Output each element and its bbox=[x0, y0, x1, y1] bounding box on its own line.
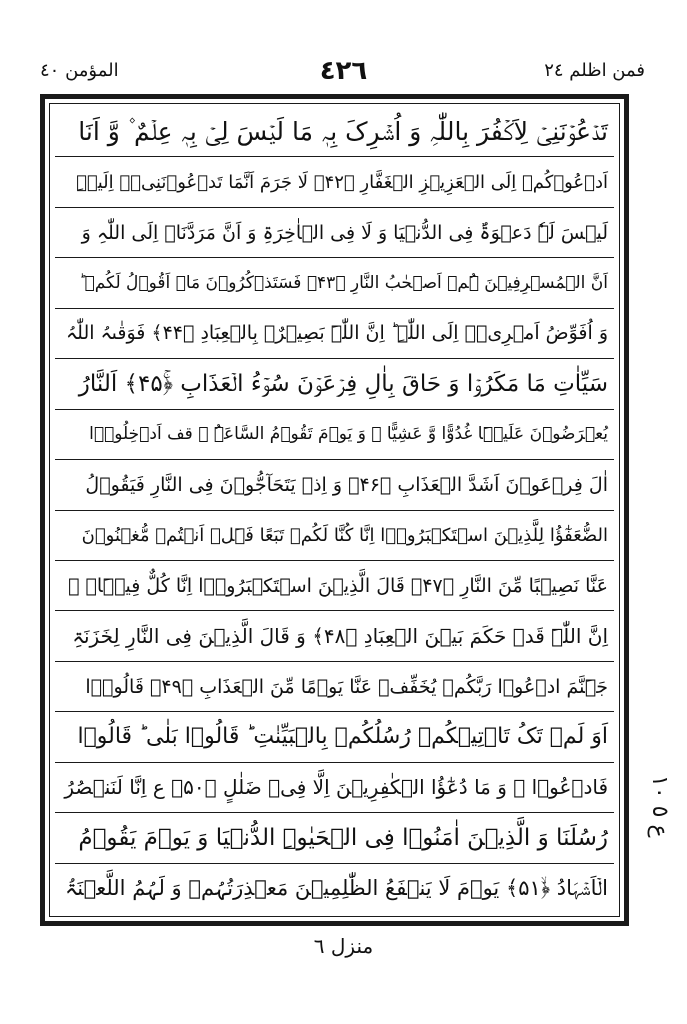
para-name: فمن اظلم ٢٤ bbox=[544, 60, 645, 81]
verse-line: یُعۡرَضُوۡنَ عَلَیۡہَا غُدُوًّا وَّ عَشِیًّا ۚ وَ یَوۡمَ تَقُوۡمُ السَّاعَۃُ ۟ قف اَدۡخِلُوۡۤا bbox=[55, 410, 614, 460]
verse-line: فَادۡعُوۡا ۚ وَ مَا دُعٰٓؤُا الۡکٰفِرِیۡنَ اِلَّا فِیۡ ضَلٰلٍ ﴿۵۰﴾ ع اِنَّا لَنَنۡصُرُ bbox=[55, 763, 614, 813]
verse-line: اٰلَ فِرۡعَوۡنَ اَشَدَّ الۡعَذَابِ ﴿۴۶﴾ وَ اِذۡ یَتَحَآجُّوۡنَ فِی النَّارِ فَیَقُوۡلُ bbox=[55, 460, 614, 510]
verse-line: جَہَنَّمَ ادۡعُوۡا رَبَّکُمۡ یُخَفِّفۡ عَنَّا یَوۡمًا مِّنَ الۡعَذَابِ ﴿۴۹﴾ قَالُوۡۤا bbox=[55, 662, 614, 712]
verse-lines bbox=[55, 107, 614, 913]
page-header bbox=[0, 0, 687, 96]
verse-line: اَوَ لَمۡ تَکُ تَاۡتِیۡکُمۡ رُسُلُکُمۡ بِالۡبَیِّنٰتِ ؕ قَالُوۡا بَلٰی ؕ قَالُوۡا bbox=[55, 712, 614, 762]
surah-name: المؤمن ٤٠ bbox=[40, 60, 119, 81]
verse-line: اِنَّ اللّٰہَ قَدۡ حَکَمَ بَیۡنَ الۡعِبَادِ ﴿۴۸﴾ وَ قَالَ الَّذِیۡنَ فِی النَّارِ لِخَزَنَۃِ bbox=[55, 611, 614, 661]
verse-line: وَ اُفَوِّضُ اَمۡرِیۡۤ اِلَی اللّٰہِ ؕ اِنَّ اللّٰہَ بَصِیۡرٌۢ بِالۡعِبَادِ ﴿۴۴﴾ فَوَقٰىہُ اللّٰہُ bbox=[55, 309, 614, 359]
verse-line: رُسُلَنَا وَ الَّذِیۡنَ اٰمَنُوۡا فِی الۡحَیٰوۃِ الدُّنۡیَا وَ یَوۡمَ یَقُوۡمُ bbox=[55, 813, 614, 863]
page-number: ٤٢٦ bbox=[319, 56, 368, 86]
verse-line: اَدۡعُوۡکُمۡ اِلَی الۡعَزِیۡزِ الۡغَفَّارِ ﴿۴۲﴾ لَا جَرَمَ اَنَّمَا تَدۡعُوۡنَنِیۡۤ اِلَیۡہِ bbox=[55, 157, 614, 207]
manzil-footer: منزل ٦ bbox=[313, 934, 374, 958]
ruku-marginal-note: ع ٥ ١٠ bbox=[647, 775, 672, 838]
verse-line: الۡاَشۡہَادُ ﴿ۙ۵۱﴾ یَوۡمَ لَا یَنۡفَعُ الظّٰلِمِیۡنَ مَعۡذِرَتُہُمۡ وَ لَہُمُ اللَّعۡنَۃُ bbox=[64, 875, 608, 900]
text-frame bbox=[40, 94, 629, 926]
verse-line: اَنَّ الۡمُسۡرِفِیۡنَ ہُمۡ اَصۡحٰبُ النَّارِ ﴿۴۳﴾ فَسَتَذۡکُرُوۡنَ مَاۤ اَقُوۡلُ لَکُمۡ ؕ bbox=[55, 258, 614, 308]
verse-line: عَنَّا نَصِیۡبًا مِّنَ النَّارِ ﴿۴۷﴾ قَالَ الَّذِیۡنَ اسۡتَکۡبَرُوۡۤا اِنَّا کُلٌّ فِیۡہَاۤ ۙ bbox=[55, 561, 614, 611]
verse-line: تَدۡعُوۡنَنِیۡ لِاَکۡفُرَ بِاللّٰہِ وَ اُشۡرِکَ بِہٖ مَا لَیۡسَ لِیۡ بِہٖ عِلۡمٌ ۫ وَّ اَنَا bbox=[55, 107, 614, 157]
verse-line: سَیِّاٰتِ مَا مَکَرُوۡا وَ حَاقَ بِاٰلِ فِرۡعَوۡنَ سُوۡٓءُ الۡعَذَابِ ﴿ۚ۴۵﴾ اَلنَّارُ bbox=[55, 359, 614, 409]
verse-line: لَیۡسَ لَہٗ دَعۡوَۃٌ فِی الدُّنۡیَا وَ لَا فِی الۡاٰخِرَۃِ وَ اَنَّ مَرَدَّنَاۤ اِلَی اللّٰہِ وَ bbox=[55, 208, 614, 258]
verse-line: الضُّعَفٰٓؤُا لِلَّذِیۡنَ اسۡتَکۡبَرُوۡۤا اِنَّا کُنَّا لَکُمۡ تَبَعًا فَہَلۡ اَنۡتُمۡ مُّغۡنُوۡنَ bbox=[55, 511, 614, 561]
